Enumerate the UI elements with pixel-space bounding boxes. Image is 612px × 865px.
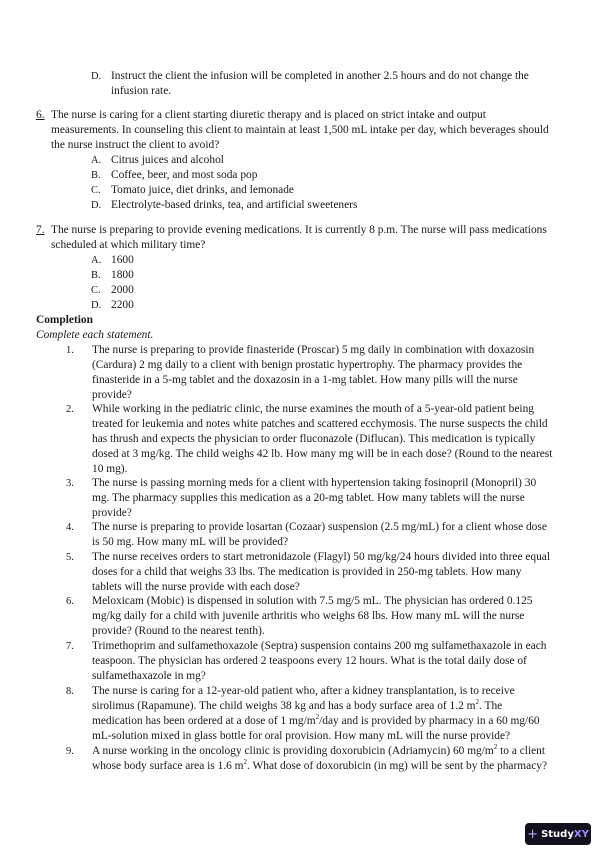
plus-icon: + (527, 826, 539, 842)
option-letter: B. (91, 270, 101, 281)
text: sirolimus (Rapamune). The child weighs 38 kg and has a body surface area of 1.2 m (92, 700, 476, 712)
question-line: scheduled at which military time? (51, 239, 206, 251)
item-number: 9. (66, 746, 74, 757)
item-number: 2. (66, 404, 74, 415)
q6-option-c (91, 183, 591, 198)
q6-option-d (91, 198, 591, 213)
item-line: While working in the pediatric clinic, the nurse examines the mouth of a 5-year-old patient being (92, 403, 534, 415)
option-text: 2000 (111, 284, 134, 296)
text: . What dose of doxorubicin (in mg) will be sent by the pharmacy? (247, 760, 547, 772)
text: medication has been ordered at a dose of 1 mg/m (92, 715, 316, 727)
option-text: 1800 (111, 269, 134, 281)
section-heading: Completion (36, 314, 93, 326)
item-line (92, 699, 598, 714)
item-line: treated for leukemia and notes white patches and scattered ecchymosis. The nurse suspects the child (92, 418, 548, 430)
item-line: provide? (92, 389, 132, 401)
brand-xy: XY (573, 828, 589, 840)
question-line: The nurse is preparing to provide evening medications. It is currently 8 p.m. The nurse will pass medications (51, 224, 547, 236)
option-letter: A. (91, 155, 102, 166)
item-line: (Cardura) 2 mg daily to a client with benign prostatic hypertrophy. The pharmacy provides the (92, 359, 523, 371)
item-line: mg/kg daily for a child with juvenile arthritis who weighs 68 lbs. How many mL will the nurse (92, 610, 525, 622)
question-line: measurements. In counseling this client to maintain at least 1,500 mL intake per day, which beverages should (51, 124, 549, 136)
option-letter: D. (91, 300, 102, 311)
option-letter: C. (91, 285, 101, 296)
option-text: Instruct the client the infusion will be completed in another 2.5 hours and do not change the (111, 70, 529, 82)
item-line: Meloxicam (Mobic) is dispensed in solution with 7.5 mg/5 mL. The physician has ordered 0.125 (92, 595, 533, 607)
text: /day and is provided by pharmacy in a 60 mg/60 (319, 715, 540, 727)
superscript: 2 (493, 743, 498, 752)
item-line: Trimethoprim and sulfamethoxazole (Septra) suspension contains 200 mg sulfamethaxazole in each (92, 640, 547, 652)
superscript: 2 (315, 713, 320, 722)
option-text: Citrus juices and alcohol (111, 154, 224, 166)
text: A nurse working in the oncology clinic is providing doxorubicin (Adriamycin) 60 mg/m (92, 745, 494, 757)
q7-option-d (91, 298, 591, 313)
item-line (92, 759, 598, 774)
option-letter: C. (91, 185, 101, 196)
item-line: The nurse is preparing to provide finasteride (Proscar) 5 mg daily in combination with doxazosin (92, 344, 535, 356)
item-line: provide? (92, 507, 132, 519)
item-line: tablets will the nurse provide with each dose? (92, 581, 300, 593)
studyxy-badge[interactable] (525, 823, 591, 845)
text: . The (479, 700, 503, 712)
option-text: 1600 (111, 254, 134, 266)
item-line: finasteride in a 5-mg tablet and the doxazosin in a 1-mg tablet. How many pills will the nurse (92, 374, 518, 386)
question-line: The nurse is caring for a client starting diuretic therapy and is placed on strict intake and output (51, 109, 486, 121)
prev-option-d-cont: infusion rate. (111, 85, 172, 97)
q6-option-b (91, 168, 591, 183)
q7-option-a (91, 253, 591, 268)
item-number: 4. (66, 522, 74, 533)
section-instruction: Complete each statement. (36, 329, 154, 341)
question-number: 7. (36, 224, 45, 236)
item-line: dosed at 3 mg/kg. The child weighs 42 lb. How many mg will be in each dose? (Round to the nearest (92, 448, 553, 460)
prev-option-d (91, 69, 591, 84)
item-line: mL-solution mixed in glass bottle for oral provision. How many mL will the nurse provide? (92, 730, 511, 742)
item-number: 8. (66, 686, 74, 697)
option-text: Tomato juice, diet drinks, and lemonade (111, 184, 294, 196)
text: whose body surface area is 1.6 m (92, 760, 244, 772)
item-line: The nurse is preparing to provide losartan (Cozaar) suspension (2.5 mg/mL) for a client whose dose (92, 521, 547, 533)
item-line: teaspoon. The physician has ordered 2 teaspoons every 12 hours. What is the total daily dose of (92, 655, 527, 667)
option-letter: A. (91, 255, 102, 266)
q7-option-c (91, 283, 591, 298)
item-line: 10 mg). (92, 463, 128, 475)
option-letter: B. (91, 170, 101, 181)
item-line: The nurse receives orders to start metronidazole (Flagyl) 50 mg/kg/24 hours divided into three equal (92, 551, 551, 563)
brand-name (541, 829, 589, 840)
item-number: 1. (66, 345, 74, 356)
item-line: The nurse is passing morning meds for a client with hypertension taking fosinopril (Monopril) 30 (92, 477, 537, 489)
question-number: 6. (36, 109, 45, 121)
option-text: 2200 (111, 299, 134, 311)
text: to a client (497, 745, 546, 757)
item-number: 3. (66, 478, 74, 489)
option-letter: D. (91, 71, 102, 82)
item-line: sulfamethaxazole in mg? (92, 670, 206, 682)
item-number: 7. (66, 641, 74, 652)
item-line: provide? (Round to the nearest tenth). (92, 625, 265, 637)
item-line (92, 744, 598, 759)
superscript: 2 (243, 758, 248, 767)
item-line (92, 714, 598, 729)
item-line: mg. The pharmacy supplies this medication as a 20-mg tablet. How many tablets will the nurse (92, 492, 525, 504)
item-number: 5. (66, 552, 74, 563)
item-number: 6. (66, 596, 74, 607)
option-letter: D. (91, 200, 102, 211)
brand-study: Study (541, 828, 574, 840)
option-text: Coffee, beer, and most soda pop (111, 169, 258, 181)
option-text: Electrolyte-based drinks, tea, and artificial sweeteners (111, 199, 358, 211)
q7-option-b (91, 268, 591, 283)
item-line: doses for a child that weighs 33 lbs. The medication is provided in 250-mg tablets. How many (92, 566, 522, 578)
item-line: The nurse is caring for a 12-year-old patient who, after a kidney transplantation, is to receive (92, 685, 515, 697)
item-line: has thrush and expects the physician to order fluconazole (Diflucan). This medication is typically (92, 433, 536, 445)
question-line: the nurse instruct the client to avoid? (51, 139, 220, 151)
q6-option-a (91, 153, 591, 168)
item-line: is 50 mg. How many mL will be provided? (92, 536, 289, 548)
superscript: 2 (475, 698, 479, 707)
